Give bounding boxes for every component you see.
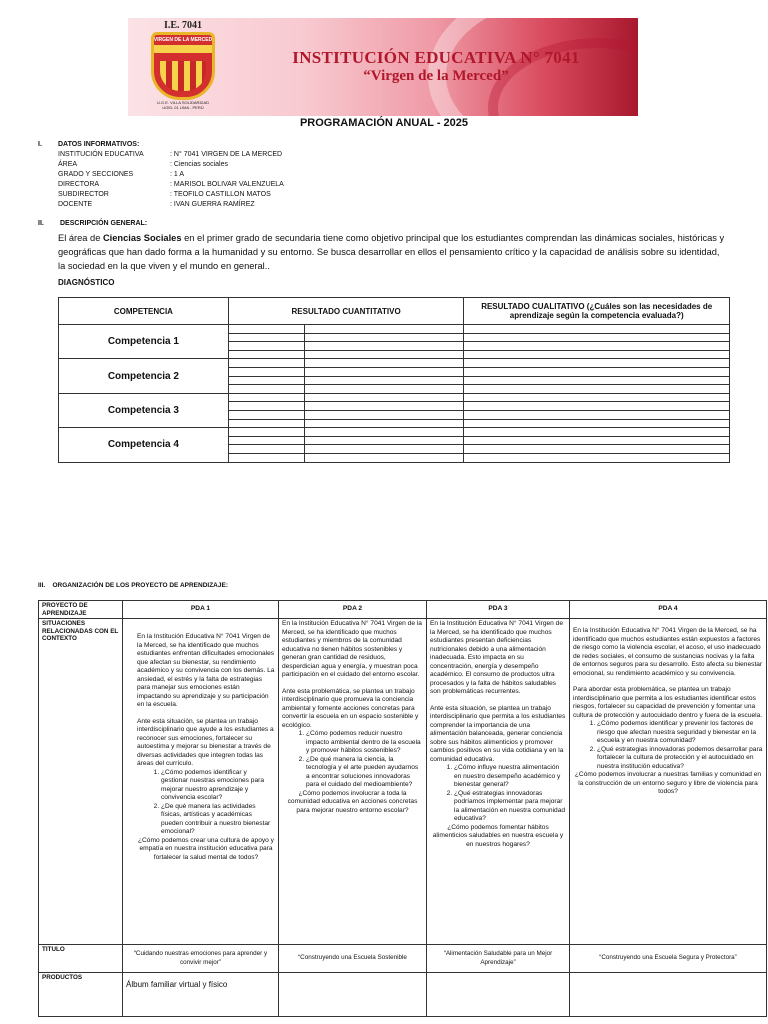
pda-column-header: PDA 3: [427, 601, 570, 619]
general-description: [58, 231, 726, 273]
desc-text: El área de: [58, 233, 103, 243]
row-label-productos: PRODUCTOS: [39, 973, 123, 1017]
info-value: : N° 7041 VIRGEN DE LA MERCED: [170, 151, 283, 158]
info-row: [58, 171, 184, 178]
pda-corner: PROYECTO DE APRENDIZAJE: [39, 601, 123, 619]
info-label: ÁREA: [58, 161, 78, 168]
pda3-titulo: “Alimentación Saludable para un Mejor Aprendizaje”: [427, 945, 570, 973]
section-3-title: ORGANIZACIÓN DE LOS PROYECTO DE APRENDIZAJE:: [52, 582, 228, 589]
page-title: PROGRAMACIÓN ANUAL - 2025: [299, 117, 469, 129]
pda1-context: [123, 619, 279, 945]
diag-header-cualitativo: RESULTADO CUALITATIVO (¿Cuáles son las necesidades de aprendizaje según la competencia evaluada?): [464, 298, 730, 325]
section-1-number: I.: [38, 141, 42, 148]
info-value: : TEOFILO CASTILLON MATOS: [170, 191, 271, 198]
info-label: DOCENTE: [58, 201, 93, 208]
pda-column-header: PDA 4: [570, 601, 767, 619]
crest-ribbon: VIRGEN DE LA MERCED: [153, 37, 213, 43]
section-2-title: DESCRIPCIÓN GENERAL:: [60, 220, 148, 227]
pda4-titulo: “Construyendo una Escuela Segura y Protectora”: [570, 945, 767, 973]
pda4-producto: [570, 973, 767, 1017]
context-closing: ¿Cómo podemos involucrar a nuestras familias y comunidad en la construcción de un entorno seguro y libre de violencia para todos?: [574, 771, 762, 795]
header-banner: [128, 18, 638, 116]
crest-title: I.E. 7041: [163, 20, 203, 31]
pda3-context: [427, 619, 570, 945]
context-question: 1. ¿Cómo podemos reducir nuestro impacto ambiental dentro de la escuela y promover hábitos sostenibles?: [306, 730, 423, 756]
info-value: : MARISOL BOLIVAR VALENZUELA: [170, 181, 284, 188]
context-paragraph: En la Institución Educativa N° 7041 Virgen de la Merced, se ha identificado que muchos estudiantes y miembros de la comunidad educativa no tienen hábitos sostenibles y generan gran cantidad de residuos, desperdician agua y energía, y muestran poca participación en el cuidado del entorno escolar.: [282, 620, 422, 678]
context-question: 2. ¿De qué manera la ciencia, la tecnología y el arte pueden ayudarnos a encontrar soluciones innovadoras para el cuidado del medioambiente?: [306, 756, 423, 790]
pda1-titulo: “Cuidando nuestras emociones para aprender y convivir mejor”: [123, 945, 279, 973]
institution-title: INSTITUCIÓN EDUCATIVA N° 7041: [292, 48, 580, 67]
info-label: DIRECTORA: [58, 181, 100, 188]
context-question: 2. ¿De qué manera las actividades físicas, artísticas y académicas pueden contribuir a nuestro bienestar emocional?: [161, 803, 275, 837]
info-label: SUBDIRECTOR: [58, 191, 109, 198]
desc-text: en el primer grado de secundaria tiene como objetivo principal que los estudiantes comprendan las dinámicas sociales, históricas y geográficas que han dado forma a la humanidad y su entorno. Se busca desarrollar en ellos el pensamiento crítico y la capacidad de análisis sobre su identidad, la sociedad en la que viven y el mundo en general..: [58, 233, 725, 271]
context-closing: ¿Cómo podemos involucrar a toda la comunidad educativa en acciones concretas para mejorar nuestro entorno escolar?: [287, 789, 418, 814]
info-row: [58, 191, 271, 198]
pda4-context: [570, 619, 767, 945]
crest-sub-2: UGEL 01 LIMA - PERÚ: [162, 105, 204, 110]
row-label-titulo: TITULO: [39, 945, 123, 973]
context-paragraph: En la Institución Educativa N° 7041 Virgen de la Merced, se ha identificado que muchos estudiantes presentan deficiencias nutricionales debido a una alimentación inadecuada. Esto impacta en su concentración, energía y desempeño académico. El consumo de productos ultra procesados y la falta de hábitos saludables son problemáticas recurrentes.: [430, 620, 564, 695]
context-closing: ¿Cómo podemos crear una cultura de apoyo y empatía en nuestra institución educativa para fortalecer la salud mental de todos?: [138, 836, 274, 861]
info-value: : Ciencias sociales: [170, 161, 228, 168]
info-row: [58, 161, 228, 168]
diag-header-competencia: COMPETENCIA: [59, 298, 229, 325]
pda3-producto: [427, 973, 570, 1017]
desc-bold: Ciencias Sociales: [102, 233, 182, 243]
pda2-titulo: “Construyendo una Escuela Sostenible: [279, 945, 427, 973]
context-closing: ¿Cómo podemos fomentar hábitos alimenticios saludables en nuestra escuela y en nuestros hogares?: [432, 823, 564, 848]
context-paragraph: En la Institución Educativa N° 7041 Virgen de la Merced, se ha identificado que muchos estudiantes están expuestos a factores de riesgo como la violencia escolar, el acoso, el uso inadecuado de redes sociales, el consumo de sustancias nocivas y la falta de entornos seguros para su desarrollo. Esto afecta su bienestar emocional, su rendimiento académico y su convivencia.: [573, 627, 763, 677]
diagnostico-title: DIAGNÓSTICO: [58, 278, 115, 287]
section-1-title: DATOS INFORMATIVOS:: [58, 141, 140, 148]
pda-table: [38, 600, 767, 1017]
info-row: [58, 181, 284, 188]
info-label: GRADO Y SECCIONES: [58, 171, 134, 178]
context-question: 1. ¿Cómo podemos identificar y gestionar nuestras emociones para mejorar nuestro aprendizaje y convivencia escolar?: [161, 769, 275, 803]
context-question: 1. ¿Cómo influye nuestra alimentación en nuestro desempeño académico y bienestar general?: [454, 764, 566, 790]
context-paragraph: Ante esta problemática, se plantea un trabajo interdisciplinario que promueva la conciencia ambiental y fomente acciones concretas para convertir la escuela en un espacio sostenible y ecológico.: [282, 687, 419, 729]
pda-column-header: PDA 2: [279, 601, 427, 619]
info-row: [58, 151, 282, 158]
pda2-producto: [279, 973, 427, 1017]
crest-sub-1: U.G.E. VILLA SOLIDARIDAD: [156, 100, 210, 105]
context-question: 1. ¿Cómo podemos identificar y prevenir los factores de riesgo que afectan nuestra seguridad y bienestar en la escuela y en nuestra comunidad?: [597, 720, 763, 746]
competencia-label: Competencia 2: [59, 359, 229, 393]
context-question: 2. ¿Qué estrategias innovadoras podemos desarrollar para fortalecer la cultura de protección y el autocuidado en nuestra institución educativa?: [597, 746, 763, 772]
context-paragraph: En la Institución Educativa N° 7041 Virgen de la Merced, se ha identificado que muchos estudiantes enfrentan dificultades emocionales que afectan su bienestar, su rendimiento académico y su convivencia con los demás. La ansiedad, el estrés y la falta de estrategias para manejar sus emociones están impactando su aprendizaje y su participación en la escuela.: [137, 633, 275, 708]
section-3-number: III.: [38, 582, 46, 589]
row-label-situaciones: SITUACIONES RELACIONADAS CON EL CONTEXTO: [39, 619, 123, 945]
diagnostico-table: [58, 297, 730, 463]
info-label: INSTITUCIÓN EDUCATIVA: [58, 151, 144, 158]
context-paragraph: Ante esta situación, se plantea un trabajo interdisciplinario que permita a los estudiantes comprender la importancia de una alimentación balanceada, generar conciencia sobre sus hábitos alimenticios y promover cambios positivos en su vida cotidiana y en la comunidad educativa.: [430, 704, 566, 763]
context-paragraph: Ante esta situación, se plantea un trabajo interdisciplinario que ayude a los estudiantes a reconocer sus emociones, fortalecer su autoestima y mejorar su bienestar a través de diversas actividades que integren todas las áreas del currículo.: [137, 717, 274, 767]
competencia-label: Competencia 3: [59, 393, 229, 427]
info-value: : IVAN GUERRA RAMÍREZ: [170, 201, 255, 208]
diag-header-cuantitativo: RESULTADO CUANTITATIVO: [228, 298, 464, 325]
competencia-label: Competencia 1: [59, 325, 229, 359]
pda2-context: [279, 619, 427, 945]
info-value: : 1 A: [170, 171, 185, 178]
context-paragraph: Para abordar esta problemática, se plantea un trabajo interdisciplinario que permita a los estudiantes identificar estos riesgos, fortalecer su capacidad de prevención y fomentar una cultura de protección y autocuidado dentro y fuera de la escuela.: [573, 686, 763, 719]
crest-shield-icon: [151, 32, 215, 100]
school-crest: [142, 20, 224, 114]
section-2-number: II.: [38, 220, 44, 227]
pda1-producto: Álbum familiar virtual y físico: [123, 973, 279, 1017]
context-question: 2. ¿Qué estrategias innovadoras podríamos implementar para mejorar la alimentación en nuestra comunidad educativa?: [454, 790, 566, 824]
pda-column-header: PDA 1: [123, 601, 279, 619]
competencia-label: Competencia 4: [59, 428, 229, 462]
institution-subtitle: “Virgen de la Merced”: [363, 68, 509, 84]
section-3-heading: [38, 582, 228, 589]
info-row: [58, 201, 255, 208]
